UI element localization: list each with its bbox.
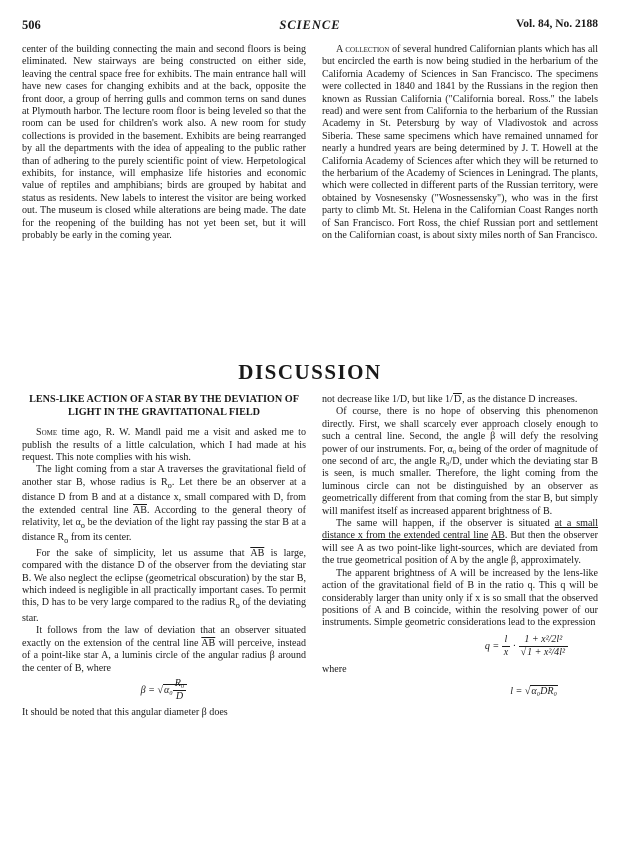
- where-label: where: [322, 663, 347, 675]
- r-p3-text-b: . But then the observer will see A as two point-like light-sources, which are deviated from the true geometrical position of A by the angle β, approximately.: [322, 530, 598, 567]
- equation-q: q = $\frac{l}{x}$ · $\frac{\text{1 + x²/2l²}}{\text{√1 + x²/4l²}}$: [322, 634, 598, 660]
- sqrt-d: D: [453, 394, 462, 405]
- journal-title: SCIENCE: [279, 18, 341, 32]
- article-paragraph-3: For the sake of simplicity, let us assume that $\overline{AB}$ is large, compared with the distance D of the observer from the deviating star B. We also neglect the eclipse (geometrical obscuration) by the star B, which indeed is negligible in all practically important cases. To permit this, D has to be very large compared to the radius $R_o$ of the deviating star.: [22, 547, 307, 624]
- p2-text-a: The light coming from a star A traverses the gravitational field of another star B, whose radius is R: [22, 464, 306, 488]
- running-head: [22, 18, 598, 36]
- line-ab: $\overline{AB}$: [250, 547, 265, 559]
- museum-paragraph: center of the building connecting the main and second floors is being eliminated. New stairways are being constructed on either side, leaving the central space free for exhibits. The main entrance hall will have new cases for changing exhibits and at the back, opposite the front door, a group of herring gulls and common terns on sand dunes at Plymouth harbor. The lecture room floor is being leveled so that the room can be used for children's work also. A new room for study collections is provided in the basement. Exhibits are being rearranged by all the departments with the idea of appealing to the public rather than of adhering to the purely scientific point of view. Herpetological exhibits, for instance, will emphasize life histories and economic value of reptiles and amphibians; birds are grouped by habitat and status as residents. New labels to interest the visitor are being worked out. The museum is closed while alterations are being made. The date for the reopening of the building has not yet been set, but it will probably be early in the coming year.: [22, 44, 306, 242]
- line-ab: $\overline{AB}$: [133, 504, 147, 516]
- right-column-top: [322, 44, 598, 243]
- eq3-lhs: l =: [510, 685, 523, 697]
- paragraph-lead: A collection: [336, 44, 390, 55]
- article-paragraph-7: Of course, there is no hope of observing this phenomenon directly. First, we shall scarcely ever approach closely enough to such a central line. Second, the angle β will defy the resolving power of our instruments. For, α₀ being of the order of magnitude of one second of arc, the angle R₀/D, under which the deviating star B is seen, is much smaller. Therefore, the light coming from the luminous circle can not be distinguished by an observer as geometrically different from that coming from the star B, but simply will manifest itself as increased apparent brightness of B.: [322, 406, 598, 517]
- article-paragraph-8: [322, 518, 598, 568]
- left-column-top: [22, 44, 306, 243]
- article-paragraph-9: The apparent brightness of A will be increased by the lens-like action of the gravitational field of B in the ratio q. This q will be considerably larger than unity only if x is so small that the observed positions of A and B coincide, within the resolving power of our instruments. Simple geometric considerations lead to the expression: [322, 567, 598, 629]
- article-paragraph-5: It should be noted that this angular diameter β does: [22, 706, 228, 718]
- eq2-l: l: [502, 634, 510, 647]
- paragraph-lead: Some: [36, 427, 58, 439]
- article-right-column: [322, 394, 598, 698]
- article-title: LENS-LIKE ACTION OF A STAR BY THE DEVIATION OF LIGHT IN THE GRAVITATIONAL FIELD: [29, 394, 299, 418]
- article-left-column: [22, 394, 306, 719]
- article-paragraph-6: [322, 394, 598, 406]
- p3-text-a: For the sake of simplicity, let us assume that: [36, 547, 251, 559]
- page-number: 506: [22, 18, 41, 32]
- article-paragraph-2: The light coming from a star A traverses the gravitational field of another star B, whose radius is $R_o$. Let there be an observer at a distance D from B and at a distance x, small compared with D, from the extended central line $\overline{AB}$. According to the general theory of relativity, let $\alpha_o$ be the deviation of the light ray passing the star B at a distance $R_o$ from its center.: [22, 464, 306, 546]
- equation-l: l = √α₀DR₀: [510, 685, 557, 697]
- p2-text-d: be the deviation of the light ray passing the star B at a distance R: [22, 517, 306, 544]
- eq2-denominator: 1 + x²/4l²: [527, 647, 565, 659]
- p3-text-b: is large, compared with the distance D of the observer from the deviating star B. We also neglect the eclipse (geometrical obscuration) by the star B, which indeed is negligible in all practically important cases. To permit this, D has to be very large compared to the radius R: [22, 547, 307, 609]
- plants-text: of several hundred Californian plants which has all but encircled the earth is now being studied in the herbarium of the California Academy of Sciences in San Francisco. The specimens were collected in 1840 and 1841 by the Russians in the region then known as Russian California ("California boreal. Ross." the labels read) and were sent from California to the herbarium of the Russian Academy in St. Petersburg by way of Vladivostok and across Siberia. These same specimens which have remained unnamed for nearly a hundred years are being determined by J. T. Howell at the California Academy of Sciences after which they will be returned to the herbarium of the Academy of Sciences in Leningrad. The plants, which were collected in different parts of the Russian territory, were obtained by Vosnesensky ("Wosnessensky"), who was in the first party to climb Mt. St. Helena in the Californian Coast Ranges north of San Francisco. Fort Ross, the chief Russian port and settlement on the Californian coast, is about sixty miles north of San Francisco.: [322, 44, 598, 242]
- p3-text-c: of the deviating star.: [22, 597, 306, 624]
- eq1-lhs: β =: [140, 685, 155, 697]
- volume-info: Vol. 84, No. 2188: [516, 18, 598, 30]
- p1-text: time ago, R. W. Mandl paid me a visit and asked me to publish the results of a little calculation, which I had made at his request. This note complies with his wish.: [22, 427, 306, 463]
- line-ab: AB: [490, 530, 505, 542]
- line-ab: $\overline{AB}$: [201, 637, 216, 649]
- p2-text-b: . Let there be an observer at a distance D from B and at a distance x, small compared with D, from the extended central line: [22, 476, 306, 516]
- eq2-x: x: [503, 647, 509, 659]
- underlined-phrase: at a small distance x from the extended central line: [322, 518, 598, 542]
- eq1-denominator: D: [175, 691, 184, 703]
- eq1-numerator: R₀: [173, 678, 187, 691]
- p4-text-b: will perceive, instead of a point-like star A, a luminis circle of the angular radius β around the center of B, where: [22, 637, 306, 674]
- section-heading: DISCUSSION: [238, 360, 382, 384]
- p4-text-a: It follows from the law of deviation that an observer situated exactly on the extension of the central line: [22, 625, 306, 649]
- eq2-lhs: q =: [484, 640, 500, 652]
- eq1-alpha: α₀: [163, 685, 173, 697]
- plants-paragraph: [322, 44, 598, 243]
- eq2-numerator: 1 + x²/2l²: [519, 634, 568, 647]
- r-p1-text-a: not decrease like 1/D, but like 1/: [322, 394, 453, 405]
- r-p3-text-a: The same will happen, if the observer is situated: [336, 518, 555, 530]
- equation-beta: β = √α₀ $\frac{\text{R₀}}{D}$: [22, 678, 306, 704]
- article-paragraph-1: [22, 427, 306, 464]
- eq3-radicand: α₀DR₀: [531, 685, 557, 697]
- r-p1-text-b: , as the distance D increases.: [462, 394, 578, 405]
- p2-text-c: . According to the general theory of relativity, let α: [22, 504, 306, 529]
- p2-text-e: from its center.: [68, 532, 132, 544]
- article-paragraph-4: [22, 625, 306, 675]
